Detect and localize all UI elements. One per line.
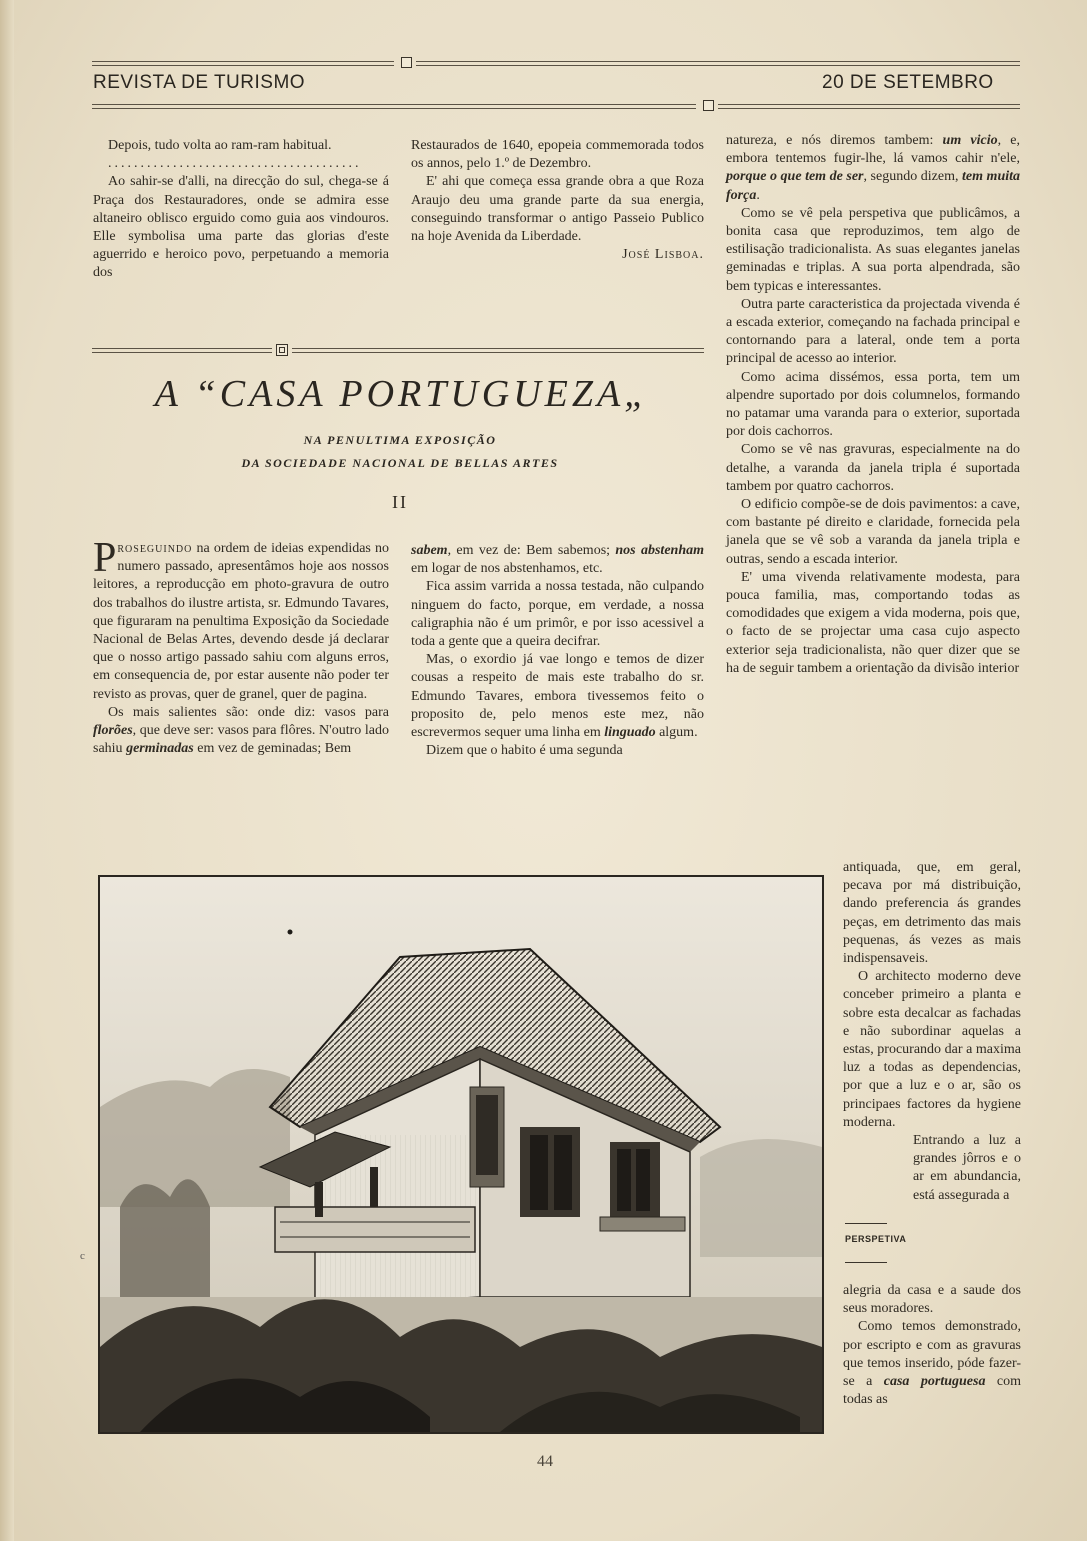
paragraph: O edificio compõe-se de dois pavimentos: a cave, com bastante pé direito e claridade, fornecida pela janela que se vê sob a varanda da janela tripla e outras, sendo a escada interior. (726, 497, 1020, 567)
header-rule-top-left (92, 61, 394, 66)
emphasis: um vicio (942, 133, 998, 148)
margin-mark: c (80, 1250, 85, 1262)
text-run: natureza, e nós diremos tambem: (726, 133, 943, 148)
paragraph (93, 704, 389, 759)
emphasis: nos abstenham (615, 543, 704, 558)
article-subtitle-line-2: DA SOCIEDADE NACIONAL DE BELLAS ARTES (241, 456, 559, 470)
prev-article-column-1 (93, 137, 389, 283)
paragraph (726, 132, 1020, 205)
article-subtitle-line-1: NA PENULTIMA EXPOSIÇÃO (303, 433, 497, 447)
figure-label-rule-top (845, 1223, 887, 1224)
paragraph: Fica assim varrida a nossa testada, não culpando ninguem do facto, porque, em verdade, a nossa caligraphia não é um primôr, e por isso acessivel a toda a gente que a queira decifrar. (411, 579, 704, 650)
emphasis: porque o que tem de ser (726, 169, 864, 185)
header-rule-bottom-left (92, 104, 696, 109)
text-run: , segundo dizem, (863, 169, 963, 185)
paragraph: E' uma vivenda relativamente modesta, para pouca familia, mas, comportando todas as comodidades que exigem a vida moderna, pois que, o facto de se projectar uma casa cujo aspecto exterior seja tradicionalista, não quer dizer que se ha de seguir tambem a orientação da divisão interior (726, 569, 1020, 676)
header-rule-top-right (416, 61, 1020, 66)
figure-label-rule-bottom (845, 1262, 887, 1263)
paragraph: Como se vê nas gravuras, especialmente na do detalhe, a varanda da janela tripla é suportada tambem por quatro cachorros. (726, 442, 1020, 494)
section-rule-left (92, 348, 272, 353)
emphasis: tem muita força (726, 169, 1021, 203)
paragraph: Depois, tudo volta ao ram-ram habitual. (108, 138, 332, 153)
article-title: A “CASA PORTUGUEZA„ (154, 373, 650, 415)
paragraph: antiquada, que, em geral, pecava por má distribuição, dando preferencia ás grandes peças, em detrimento das mais pequenas, ás vezes as mais indispensaveis. (843, 860, 1021, 967)
text-run: . (756, 187, 760, 203)
author-signature: José Lisboa. (622, 247, 704, 263)
paragraph: alegria da casa e a saude dos seus moradores. (843, 1283, 1021, 1317)
text-run: em vez de geminadas; Bem (193, 741, 352, 757)
prev-article-column-2 (411, 137, 704, 264)
paragraph: Ao sahir-se d'alli, na direcção do sul, chega-se á Praça dos Restauradores, onde se admira esse altaneiro oblisco erguido como guia aos vindouros. Elle symbolisa uma parte das glorias d'este aguerrido e heroico povo, perpetuando a memoria dos (93, 174, 389, 281)
section-ornament (276, 344, 288, 356)
house-perspective-illustration (98, 875, 824, 1434)
running-head-left: REVISTA DE TURISMO (93, 72, 306, 93)
text-run: , que deve ser: vasos para flôres. N'outro lado sahiu (93, 723, 389, 757)
paragraph: O architecto moderno deve conceber primeiro a planta e sobre esta decalcar as fachadas e não subordinar aquelas a estas, procurando dar a maxima luz a todas as dependencias, por que a luz e o ar, são os principaes factores da hygiene moderna. (843, 969, 1021, 1130)
paragraph: Restaurados de 1640, epopeia commemorada todos os annos, pelo 1.º de Dezembro. (411, 138, 704, 172)
emphasis: florões (93, 723, 133, 739)
paragraph: Dizem que o habito é uma segunda (426, 743, 623, 759)
page-binding-edge (0, 0, 14, 1541)
paragraph: Como se vê pela perspetiva que publicâmos, a bonita casa que reproduzimos, tem algo de estilisação tradicionalista. As suas elegantes janelas geminadas e triplas. A sua porta alpendrada, são bem typicas e interessantes. (726, 205, 1020, 294)
ellipsis-row: ....................................... (108, 156, 362, 172)
article-column-3-narrow-bottom (843, 1282, 1021, 1409)
article-column-1 (93, 535, 389, 758)
header-ornament-bottom (703, 100, 714, 111)
house-drawing (100, 877, 822, 1432)
text-run: Como temos demonstrado, por escripto e com as gravuras que temos inserido, póde fazer-se a (843, 1319, 1021, 1390)
emphasis: linguado (604, 725, 656, 741)
article-column-3 (726, 132, 1020, 678)
header-rule-bottom-right (718, 104, 1020, 109)
paragraph (93, 535, 389, 704)
figure-label: PERSPETIVA (845, 1234, 907, 1244)
header-ornament-top (401, 57, 412, 68)
running-head-right: 20 DE SETEMBRO (822, 72, 994, 93)
text-run: Os mais salientes são: onde diz: vasos para (108, 704, 389, 720)
paragraph: Outra parte caracteristica da projectada vivenda é a escada exterior, começando na fachada principal e contornando para a lateral, onde tem a porta principal de acesso ao interior. (726, 296, 1020, 367)
text-run: , em vez de: Bem sabemos; (447, 543, 616, 558)
part-number: II (392, 492, 408, 512)
text-run: , e, embora tentemos fugir-lhe, lá vamos cahir n'ele, (726, 133, 1020, 167)
page-number: 44 (537, 1453, 553, 1470)
emphasis: casa portuguesa (883, 1374, 986, 1390)
drop-cap: P (93, 535, 117, 581)
text-run: algum. (655, 725, 698, 741)
text-run: em logar de nos abstenhamos, etc. (411, 561, 603, 577)
paragraph: Entrando a luz a grandes jôrros e o ar em abundancia, está assegurada a (913, 1133, 1021, 1203)
article-column-2 (411, 542, 704, 760)
paragraph: Como acima dissémos, essa porta, tem um alpendre suportado por dois columnelos, formando no patamar uma varanda para o exterior, suportada por dois cachorros. (726, 369, 1020, 440)
text-run: na ordem de ideias expendidas no numero passado, apresentâmos hoje aos nossos leitores, a reproducção em photo-gravura de outro dos trabalhos do ilustre artista, sr. Edmundo Tavares, que figuraram na penultima Exposição da Sociedade Nacional de Belas Artes, devendo desde já declarar que o nosso artigo passado sahiu com alguns erros, em consequencia de, por estar ausente não poder ter revisto as provas, quer de granel, quer de pagina. (93, 541, 389, 702)
text-run: com todas as (843, 1374, 1021, 1408)
article-column-3-narrow (843, 859, 1021, 1205)
paragraph (411, 542, 704, 578)
emphasis: germinadas (126, 741, 194, 757)
paragraph (411, 651, 704, 742)
paragraph (843, 1318, 1021, 1409)
section-rule-right (292, 348, 704, 353)
lead-word: roseguindo (117, 541, 193, 556)
text-run: Mas, o exordio já vae longo e temos de dizer cousas a respeito de mais este trabalho do sr. Edmundo Tavares, embora tivessemos feito o proposito de, pelo menos este mez, não escrevermos sequer uma linha em (411, 652, 704, 741)
paragraph: E' ahi que começa essa grande obra a que Roza Araujo deu uma grande parte da sua energia, conseguindo transformar o antigo Passeio Publico na hoje Avenida da Liberdade. (411, 174, 704, 245)
emphasis: sabem (411, 543, 448, 558)
